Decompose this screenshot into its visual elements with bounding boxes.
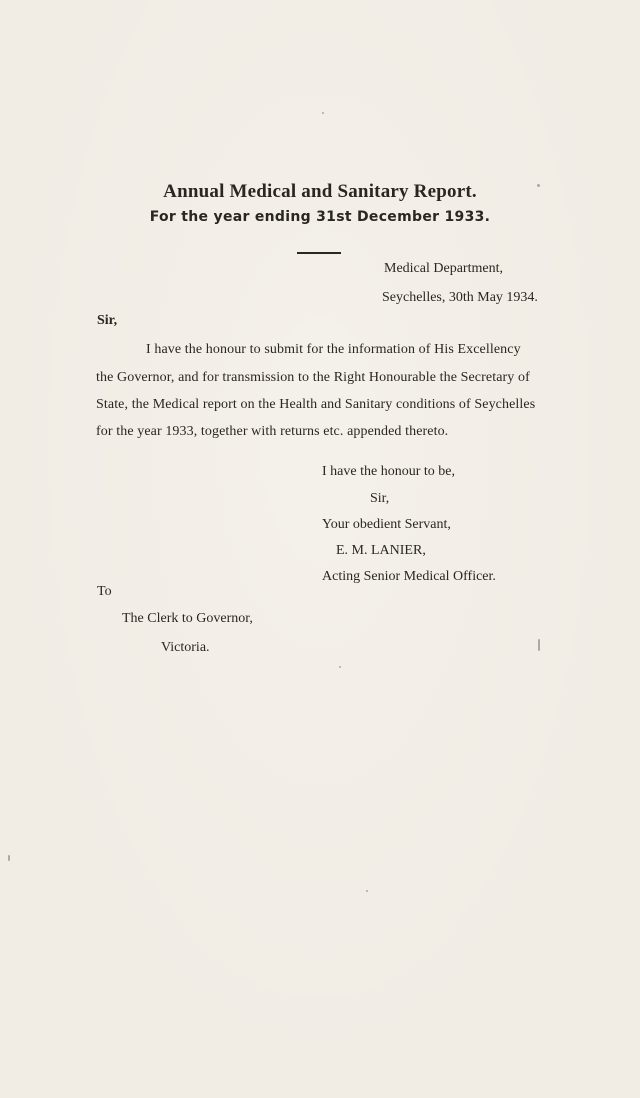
paper-speck [538,639,540,651]
report-subtitle: For the year ending 31st December 1933. [149,209,491,225]
recipient-name: The Clerk to Governor, [122,611,253,626]
salutation: Sir, [97,313,118,328]
signature-name: E. M. LANIER, [336,543,426,558]
report-title: Annual Medical and Sanitary Report. [163,181,477,202]
paper-speck [366,890,368,892]
title-divider [297,252,341,254]
paper-speck [339,666,341,668]
body-line-3: State, the Medical report on the Health and Sanitary conditions of Seychelles [96,397,536,412]
body-line-4: for the year 1933, together with returns etc. appended thereto. [96,424,449,439]
recipient-place: Victoria. [161,640,210,655]
paper-speck [322,112,324,114]
body-line-2: the Governor, and for transmission to the Right Honourable the Secretary of [96,370,530,385]
paper-speck [8,855,10,861]
signature-title: Acting Senior Medical Officer. [322,569,496,584]
closing-line-2: Sir, [370,491,390,506]
sender-dateline: Seychelles, 30th May 1934. [382,290,538,305]
closing-line-3: Your obedient Servant, [322,517,451,532]
sender-department: Medical Department, [384,261,503,276]
paper-speck [537,184,540,187]
recipient-to: To [97,584,112,599]
body-line-1: I have the honour to submit for the information of His Excellency [146,342,521,357]
closing-line-1: I have the honour to be, [322,464,455,479]
